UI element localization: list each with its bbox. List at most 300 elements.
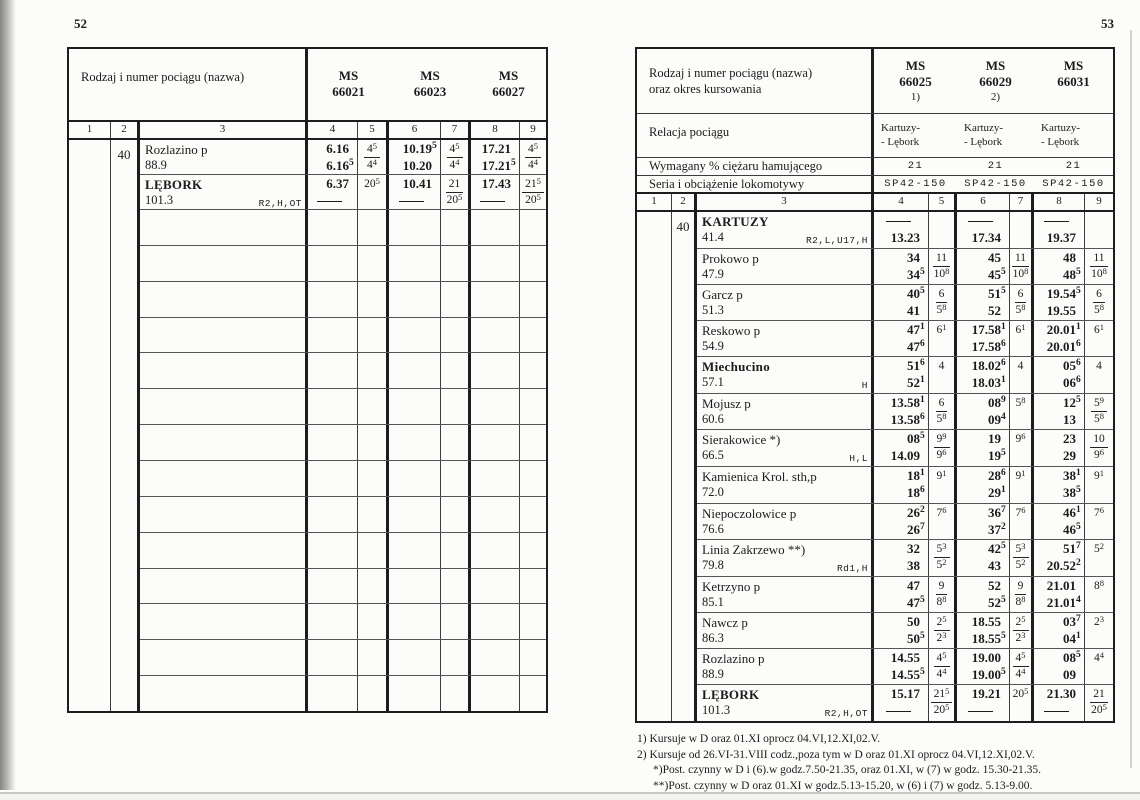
time-cell <box>471 318 520 353</box>
relation-line: - Lębork <box>881 136 920 148</box>
value-superscript: 8 <box>945 266 950 276</box>
time-cell <box>389 282 441 317</box>
time-value <box>1034 286 1084 303</box>
column-number: 2 <box>111 122 140 138</box>
runtime-value <box>936 396 948 412</box>
station-info-line <box>145 158 305 173</box>
runtime-cell <box>520 282 546 317</box>
column-number-row <box>637 194 1113 212</box>
time-cell <box>471 497 520 532</box>
value-main: 13.23 <box>890 230 920 245</box>
value-main: 5 <box>936 542 943 555</box>
value-main: 10.20 <box>402 157 432 173</box>
time-value <box>471 176 519 193</box>
column-number: 6 <box>957 194 1010 210</box>
train-headers <box>308 49 546 120</box>
value-main: 4 <box>936 667 943 680</box>
value-superscript: 1 <box>1001 375 1006 386</box>
time-value <box>957 505 1009 522</box>
value-main: 9 <box>1015 470 1022 483</box>
station-name: Miechucino <box>702 359 770 375</box>
time-cell <box>308 425 358 460</box>
value-superscript <box>432 176 438 193</box>
empty-row <box>140 497 546 533</box>
station-info-line <box>702 375 871 393</box>
station-km: 66.5 <box>702 448 724 463</box>
time-cell <box>389 497 441 532</box>
value-main: 9 <box>936 449 943 462</box>
value-main: 26 <box>907 504 920 520</box>
value-main: 5 <box>1015 397 1022 410</box>
value-main: 9 <box>1015 433 1022 446</box>
runtime-cell <box>1085 321 1113 356</box>
time-cell <box>308 353 358 388</box>
runtime-value <box>1016 595 1026 610</box>
station-info-line <box>702 230 871 248</box>
runtime-cell <box>520 246 546 281</box>
value-superscript: 5 <box>942 613 947 624</box>
value-superscript <box>920 230 926 247</box>
value-main: 8 <box>936 595 943 608</box>
value-superscript: 2 <box>942 556 947 567</box>
station-name: Linia Zakrzewo **) <box>702 541 806 557</box>
value-main: 4 <box>528 143 534 155</box>
train-number: 66027 <box>492 84 525 99</box>
runtime-cell <box>929 212 957 248</box>
relation-label: Relacja pociągu <box>637 114 874 157</box>
value-superscript: 8 <box>1099 302 1104 313</box>
value-superscript: 2 <box>1001 521 1006 532</box>
station-cell <box>697 685 874 721</box>
train-number: 66021 <box>332 84 365 99</box>
value-main: 17.58 <box>971 322 1001 338</box>
train-relation <box>957 114 1034 157</box>
train-footnote-ref: 1) <box>910 91 921 103</box>
value-superscript: 5 <box>1001 630 1006 641</box>
station-rows <box>697 212 1113 721</box>
station-info-line <box>145 193 305 209</box>
runtime-cell <box>520 389 546 424</box>
value-main: 6 <box>1094 324 1100 337</box>
runtime-cell <box>441 425 471 460</box>
runtime-cell <box>358 389 389 424</box>
time-value <box>471 193 519 210</box>
time-value <box>874 322 928 339</box>
station-cell <box>140 425 308 460</box>
time-cell <box>308 533 358 568</box>
station-marks: R2,H,OT <box>824 707 868 719</box>
runtime-cell <box>1010 613 1034 648</box>
empty-row <box>140 461 546 497</box>
time-cell <box>389 246 441 281</box>
value-superscript: 4 <box>1099 649 1104 660</box>
runtime-cell <box>358 425 389 460</box>
runtime-value <box>1094 448 1104 463</box>
value-superscript: 5 <box>920 666 925 677</box>
time-value <box>874 703 928 720</box>
time-value <box>874 595 928 612</box>
value-superscript: 4 <box>1076 594 1081 605</box>
value-superscript: 5 <box>1001 540 1006 551</box>
runtime-cell <box>1010 504 1034 539</box>
runtime-value <box>936 287 948 303</box>
value-superscript <box>920 303 926 320</box>
runtime-cell <box>358 246 389 281</box>
time-value <box>874 286 928 303</box>
time-value <box>308 193 357 210</box>
value-main: 50 <box>907 630 920 646</box>
station-km: 86.3 <box>702 630 724 645</box>
value-superscript: 5 <box>372 141 377 151</box>
value-superscript: 6 <box>1076 358 1081 369</box>
runtime-cell <box>520 640 546 675</box>
runtime-value <box>937 303 947 318</box>
brake-row <box>637 158 1113 176</box>
value-superscript: 5 <box>1024 685 1029 696</box>
time-value <box>874 541 928 558</box>
runtime-cell <box>358 175 389 209</box>
train-number: 66029 <box>979 74 1012 89</box>
train-header <box>308 49 389 120</box>
value-superscript: 5 <box>1076 485 1081 496</box>
loco-cells <box>874 176 1113 192</box>
time-cell <box>471 676 520 711</box>
value-main: 6 <box>936 324 943 337</box>
value-superscript: 8 <box>1099 411 1104 422</box>
empty-row <box>140 389 546 425</box>
value-main: 10 <box>1091 268 1103 280</box>
table-header-row <box>69 49 546 122</box>
value-superscript: 1 <box>1076 468 1081 479</box>
value-superscript: 1 <box>920 322 925 333</box>
value-superscript: 5 <box>536 176 541 186</box>
value-superscript <box>511 141 517 158</box>
time-cell <box>308 569 358 604</box>
time-cell <box>471 246 520 281</box>
time-value <box>1034 631 1084 648</box>
train-type: MS <box>985 58 1006 73</box>
runtime-cell <box>358 140 389 174</box>
time-value <box>389 176 440 193</box>
runtime-cell <box>520 140 546 174</box>
runtime-value <box>525 193 541 208</box>
runtime-cell <box>929 540 957 576</box>
value-main: 4 <box>1015 651 1022 664</box>
runtime-cell <box>441 210 471 245</box>
time-cell <box>957 285 1010 320</box>
runtime-cell <box>929 249 957 284</box>
runtime-cell <box>441 461 471 496</box>
station-cell <box>697 577 874 612</box>
dash-line <box>968 221 993 222</box>
station-info-line <box>702 667 871 682</box>
loco-series-value: SP42-150 <box>1042 178 1105 190</box>
value-superscript: 5 <box>1001 286 1006 297</box>
value-main: 18.02 <box>971 358 1001 374</box>
time-cell <box>389 569 441 604</box>
value-superscript: 1 <box>920 375 925 386</box>
value-main: 5 <box>1015 558 1022 571</box>
value-main: 08 <box>988 395 1001 411</box>
value-superscript <box>920 614 926 631</box>
station-km: 85.1 <box>702 594 724 609</box>
value-main: 43 <box>988 557 1001 573</box>
time-cell <box>957 394 1010 429</box>
runtime-cell <box>441 676 471 711</box>
column-number-row <box>69 122 546 140</box>
runtime-cell <box>1010 285 1034 320</box>
time-value <box>1034 448 1084 465</box>
time-cell <box>1034 467 1085 502</box>
value-main: 19.00 <box>971 649 1001 665</box>
time-cell <box>471 210 520 245</box>
empty-row <box>140 640 546 676</box>
time-value <box>957 431 1009 448</box>
value-main: 4 <box>367 143 373 155</box>
time-cell <box>874 357 929 393</box>
value-main: 38 <box>1063 468 1076 484</box>
time-value <box>471 158 519 175</box>
runtime-cell <box>441 604 471 639</box>
time-value <box>957 578 1009 595</box>
value-main: 19.00 <box>971 666 1001 682</box>
time-value <box>308 176 357 193</box>
value-superscript <box>1001 558 1007 575</box>
value-main: 17.21 <box>481 157 511 173</box>
station-marks: Rd1,H <box>836 562 868 574</box>
time-value <box>874 303 928 320</box>
value-superscript: 5 <box>1021 649 1026 660</box>
value-main: 4 <box>1094 651 1100 664</box>
time-value <box>874 213 928 230</box>
runtime-cell <box>441 140 471 174</box>
value-superscript: 5 <box>945 685 950 696</box>
value-main: 7 <box>936 506 943 519</box>
loco-label: Seria i obciążenie lokomotywy <box>637 176 874 192</box>
train-number: 66023 <box>413 84 447 99</box>
footnotes <box>637 732 1041 794</box>
value-main: 4 <box>1015 667 1022 680</box>
value-superscript: 6 <box>942 504 947 515</box>
runtime-value <box>1016 303 1026 318</box>
value-superscript <box>920 686 926 703</box>
value-superscript: 5 <box>1001 594 1006 605</box>
runtime-cell <box>441 497 471 532</box>
time-value <box>874 505 928 522</box>
time-cell <box>1034 212 1085 248</box>
value-main: 5 <box>1094 304 1100 317</box>
station-km: 60.6 <box>702 412 724 427</box>
value-main: 4 <box>938 360 945 373</box>
time-cell <box>308 282 358 317</box>
empty-row <box>140 353 546 389</box>
value-superscript: 7 <box>1076 540 1081 551</box>
value-main: 52 <box>988 594 1001 610</box>
time-cell <box>1034 613 1085 648</box>
runtime-cell <box>520 461 546 496</box>
value-main: 42 <box>988 540 1001 556</box>
column-number: 8 <box>471 122 520 138</box>
value-superscript <box>920 541 926 558</box>
time-cell <box>1034 504 1085 539</box>
brake-label: Wymagany % ciężaru hamującego <box>637 158 874 175</box>
value-main: 14.55 <box>890 666 920 682</box>
page-number-right: 53 <box>1101 16 1114 31</box>
runtime-value <box>1091 396 1107 412</box>
station-marks: R2,H,OT <box>258 198 302 209</box>
value-main: 18 <box>907 468 920 484</box>
runtime-value <box>1090 251 1107 267</box>
time-value <box>874 631 928 648</box>
time-cell <box>874 285 929 320</box>
value-superscript: 4 <box>455 157 460 167</box>
station-name: Reskowo p <box>702 323 761 339</box>
value-superscript: 5 <box>455 141 460 151</box>
train-number: 66025 <box>899 74 932 89</box>
runtime-value <box>934 651 950 667</box>
station-name: Garcz p <box>702 287 743 303</box>
station-info-line <box>702 558 871 576</box>
runtime-cell <box>1085 504 1113 539</box>
time-value <box>957 650 1009 667</box>
time-cell <box>957 249 1010 284</box>
station-info-line <box>702 485 871 500</box>
station-cell <box>140 210 308 245</box>
relation-row <box>637 114 1113 158</box>
time-cell <box>389 353 441 388</box>
runtime-value <box>1094 303 1104 318</box>
time-cell <box>389 640 441 675</box>
value-main: 32 <box>907 540 920 556</box>
relation-line: Kartuzy- <box>964 122 1004 134</box>
runtime-cell <box>358 461 389 496</box>
time-value <box>1034 595 1084 612</box>
station-row <box>697 430 1113 467</box>
value-main: 48 <box>1063 267 1076 282</box>
time-cell <box>1034 685 1085 721</box>
runtime-cell <box>1010 394 1034 429</box>
runtime-cell <box>1010 357 1034 393</box>
value-main: 51 <box>1063 540 1076 556</box>
station-row <box>697 249 1113 285</box>
time-cell <box>308 497 358 532</box>
value-main: 5 <box>1015 304 1022 317</box>
time-value <box>874 468 928 485</box>
time-cell <box>471 389 520 424</box>
station-km: 79.8 <box>702 557 724 572</box>
time-value <box>874 448 928 465</box>
station-cell <box>697 467 874 502</box>
station-name: Kamienica Krol. sth,p <box>702 469 817 485</box>
value-main: 47 <box>907 322 920 338</box>
time-cell <box>308 140 358 174</box>
time-value <box>957 412 1009 429</box>
runtime-cell <box>1085 577 1113 612</box>
station-km: 47.9 <box>702 267 724 281</box>
time-value <box>957 213 1009 230</box>
station-name: Rozlazino p <box>145 142 208 157</box>
value-main: 19.54 <box>1046 286 1076 302</box>
station-cell <box>140 569 308 604</box>
value-main: 06 <box>1063 375 1076 391</box>
station-row <box>697 649 1113 685</box>
time-value <box>1034 505 1084 522</box>
value-main: 6 <box>1015 324 1022 337</box>
value-main: 26 <box>907 521 920 537</box>
time-value <box>874 650 928 667</box>
train-header <box>389 49 471 120</box>
runtime-cell <box>1085 212 1113 248</box>
column-number: 4 <box>308 122 358 138</box>
runtime-cell <box>520 318 546 353</box>
runtime-cell <box>358 210 389 245</box>
runtime-cell <box>441 282 471 317</box>
runtime-value <box>937 595 947 610</box>
station-name: LĘBORK <box>145 177 203 192</box>
footnote: *)Post. czynny w D i (6).w godz.7.50-21.35, oraz 01.XI, w (7) w godz. 15.30-21.35. <box>653 764 1042 776</box>
runtime-cell <box>1010 249 1034 284</box>
value-superscript: 4 <box>1021 665 1026 676</box>
value-main: 21.01 <box>1046 594 1076 610</box>
value-main: 5 <box>1094 542 1100 555</box>
time-cell <box>874 467 929 502</box>
train-headers <box>874 49 1113 113</box>
value-superscript <box>1001 614 1007 631</box>
value-superscript: 3 <box>942 629 947 640</box>
station-marks: H <box>861 380 868 392</box>
station-marks: H,L <box>849 453 868 465</box>
time-value <box>1034 412 1084 429</box>
value-main: 50 <box>907 613 920 629</box>
value-superscript <box>349 176 355 193</box>
time-value <box>874 578 928 595</box>
station-info-line <box>702 522 871 537</box>
runtime-value <box>450 158 460 173</box>
dash-line <box>886 221 911 222</box>
station-name: KARTUZY <box>702 214 769 229</box>
value-main: 19.37 <box>1046 230 1076 245</box>
station-cell <box>140 389 308 424</box>
train-header <box>957 49 1034 113</box>
time-cell <box>471 282 520 317</box>
runtime-value <box>934 267 950 282</box>
time-cell <box>308 676 358 711</box>
time-value <box>874 375 928 392</box>
time-cell <box>1034 430 1085 466</box>
station-cell <box>140 497 308 532</box>
value-superscript: 4 <box>1001 412 1006 423</box>
relation-line: Kartuzy- <box>1041 122 1081 134</box>
value-main: 51 <box>907 358 920 374</box>
runtime-value <box>1094 506 1104 521</box>
value-main: 48 <box>1063 250 1076 265</box>
runtime-cell <box>358 282 389 317</box>
value-main: 08 <box>907 431 920 447</box>
time-cell <box>874 613 929 648</box>
value-main: 2 <box>1015 631 1022 644</box>
station-km: 72.0 <box>702 485 724 500</box>
value-main: 4 <box>936 651 943 664</box>
station-km: 101.3 <box>145 193 174 207</box>
value-superscript: 7 <box>920 521 925 532</box>
value-main: 9 <box>1094 449 1100 462</box>
station-name: Mojusz p <box>702 396 751 412</box>
station-row <box>697 504 1113 540</box>
time-cell <box>1034 394 1085 429</box>
station-name: Nawcz p <box>702 614 748 630</box>
station-name: Prokowo p <box>702 251 759 266</box>
value-superscript <box>920 650 926 667</box>
